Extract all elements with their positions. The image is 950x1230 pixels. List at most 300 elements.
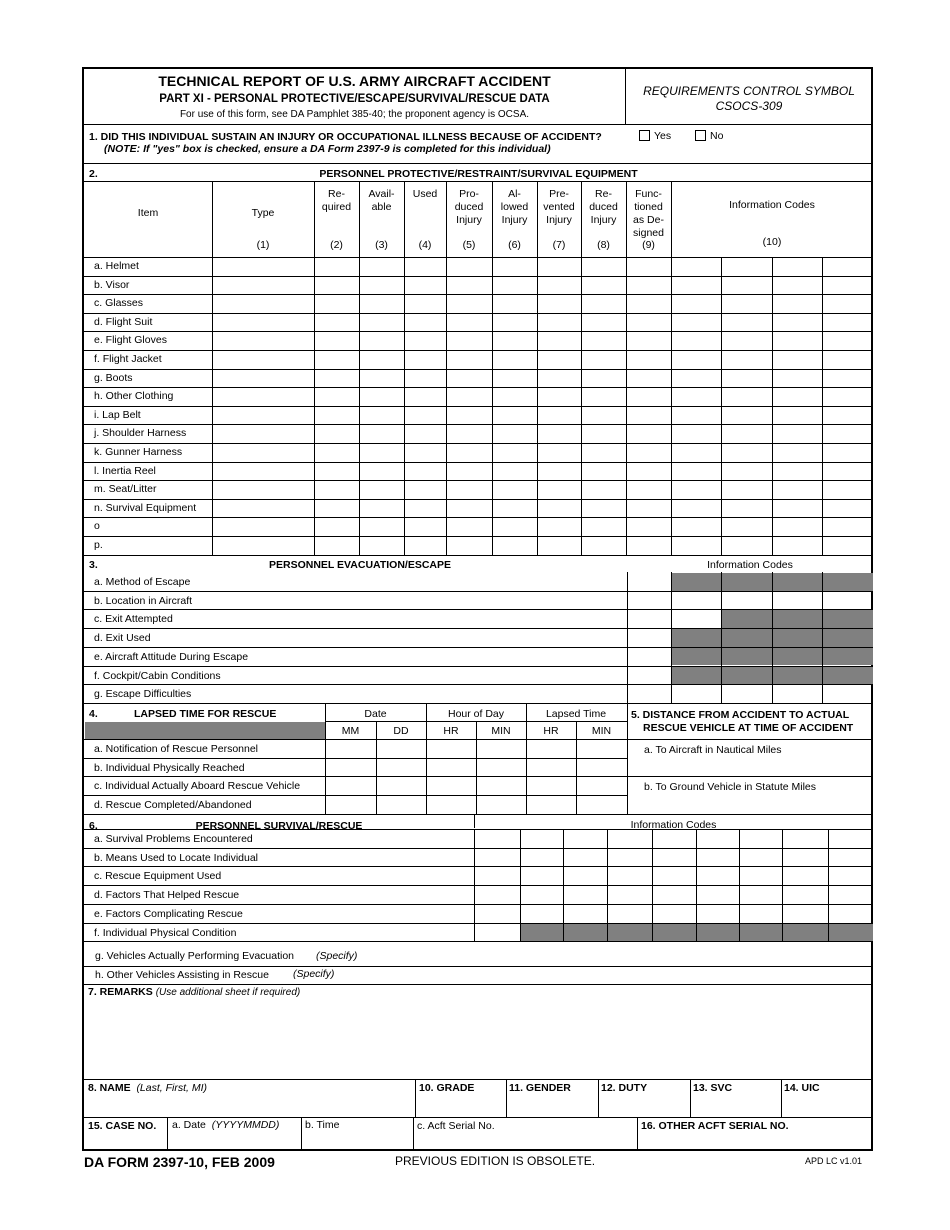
s2-row-6-cell-10[interactable] (671, 369, 721, 388)
s2-row-6-cell-12[interactable] (772, 369, 822, 388)
name-field[interactable] (84, 1079, 415, 1117)
s6-row-2-code-4[interactable] (607, 866, 652, 885)
s6-row-4-code-2[interactable] (520, 904, 563, 923)
s2-row-14-cell-11[interactable] (721, 517, 772, 536)
s2-row-10-cell-11[interactable] (721, 443, 772, 462)
s4-row-0-cell-4[interactable] (526, 739, 576, 758)
s2-row-0-cell-13[interactable] (822, 257, 873, 276)
s4-row-2-cell-3[interactable] (476, 776, 526, 795)
s2-row-8-cell-9[interactable] (626, 406, 671, 425)
s2-row-15-cell-7[interactable] (537, 536, 581, 555)
s2-row-0-cell-9[interactable] (626, 257, 671, 276)
s6-row-3-code-8[interactable] (782, 885, 828, 904)
s2-row-11-cell-7[interactable] (537, 462, 581, 481)
s6-row-0-code-7[interactable] (739, 829, 782, 848)
s6-row-0-code-1[interactable] (474, 829, 520, 848)
s6-row-0-code-3[interactable] (563, 829, 607, 848)
s2-row-8-cell-1[interactable] (212, 406, 314, 425)
s6-row-4-code-1[interactable] (474, 904, 520, 923)
s3-row-6-code-3[interactable] (721, 684, 772, 703)
s6-row-1-code-8[interactable] (782, 848, 828, 867)
s2-row-7-cell-1[interactable] (212, 387, 314, 406)
s6-row-2-field[interactable] (84, 866, 474, 885)
s6-row-2-code-5[interactable] (652, 866, 696, 885)
s2-row-1-cell-2[interactable] (314, 276, 359, 295)
s2-row-2-cell-7[interactable] (537, 294, 581, 313)
s2-row-13-cell-10[interactable] (671, 499, 721, 518)
s2-row-10-cell-4[interactable] (404, 443, 446, 462)
s2-row-0-cell-7[interactable] (537, 257, 581, 276)
s2-row-4-cell-12[interactable] (772, 331, 822, 350)
no-checkbox-box[interactable] (695, 130, 706, 141)
s2-row-1-cell-12[interactable] (772, 276, 822, 295)
s6-row-4-code-3[interactable] (563, 904, 607, 923)
s2-row-2-cell-6[interactable] (492, 294, 537, 313)
s2-row-15-cell-6[interactable] (492, 536, 537, 555)
s3-row-5-field[interactable] (84, 666, 627, 685)
s2-row-5-cell-6[interactable] (492, 350, 537, 369)
s2-row-5-cell-13[interactable] (822, 350, 873, 369)
s2-row-15-cell-12[interactable] (772, 536, 822, 555)
s2-row-11-cell-1[interactable] (212, 462, 314, 481)
s2-row-8-cell-8[interactable] (581, 406, 626, 425)
s2-row-9-cell-6[interactable] (492, 424, 537, 443)
s2-row-15-cell-10[interactable] (671, 536, 721, 555)
s2-row-5-cell-7[interactable] (537, 350, 581, 369)
s6-row-2-code-3[interactable] (563, 866, 607, 885)
s2-row-14-cell-9[interactable] (626, 517, 671, 536)
s2-row-3-cell-4[interactable] (404, 313, 446, 332)
s2-row-4-cell-5[interactable] (446, 331, 492, 350)
s6-row-1-field[interactable] (84, 848, 474, 867)
s2-row-10-cell-9[interactable] (626, 443, 671, 462)
s4-row-0-cell-2[interactable] (426, 739, 476, 758)
no-checkbox[interactable] (695, 130, 723, 142)
s6-row-4-code-9[interactable] (828, 904, 873, 923)
s6-row-2-code-2[interactable] (520, 866, 563, 885)
s2-row-14-cell-13[interactable] (822, 517, 873, 536)
s2-row-0-cell-11[interactable] (721, 257, 772, 276)
s2-row-0-cell-5[interactable] (446, 257, 492, 276)
s2-row-5-cell-8[interactable] (581, 350, 626, 369)
s4-row-1-cell-5[interactable] (576, 758, 627, 777)
s6-row-0-code-9[interactable] (828, 829, 873, 848)
s2-row-13-cell-12[interactable] (772, 499, 822, 518)
s3-row-5-code-1[interactable] (627, 666, 671, 685)
s2-row-9-cell-4[interactable] (404, 424, 446, 443)
s2-row-8-cell-11[interactable] (721, 406, 772, 425)
s2-row-15-cell-3[interactable] (359, 536, 404, 555)
s2-row-9-cell-1[interactable] (212, 424, 314, 443)
s2-row-9-cell-5[interactable] (446, 424, 492, 443)
s2-row-1-cell-10[interactable] (671, 276, 721, 295)
s2-row-14-cell-10[interactable] (671, 517, 721, 536)
s4-row-0-cell-5[interactable] (576, 739, 627, 758)
s4-row-0-cell-3[interactable] (476, 739, 526, 758)
duty-field[interactable] (598, 1079, 690, 1117)
s2-row-13-cell-9[interactable] (626, 499, 671, 518)
s2-row-4-cell-10[interactable] (671, 331, 721, 350)
s2-row-2-cell-11[interactable] (721, 294, 772, 313)
s2-row-7-cell-5[interactable] (446, 387, 492, 406)
s2-row-9-cell-11[interactable] (721, 424, 772, 443)
s3-row-2-field[interactable] (84, 609, 627, 628)
s2-row-11-cell-6[interactable] (492, 462, 537, 481)
s2-row-5-cell-12[interactable] (772, 350, 822, 369)
s3-row-3-code-1[interactable] (627, 628, 671, 647)
s6-h-field[interactable] (84, 966, 873, 984)
s6-row-3-code-5[interactable] (652, 885, 696, 904)
s2-row-12-cell-8[interactable] (581, 480, 626, 499)
s2-row-8-cell-6[interactable] (492, 406, 537, 425)
s2-row-4-cell-11[interactable] (721, 331, 772, 350)
s2-row-12-cell-3[interactable] (359, 480, 404, 499)
s2-row-3-cell-13[interactable] (822, 313, 873, 332)
s2-row-10-cell-7[interactable] (537, 443, 581, 462)
s6-row-5-code-1[interactable] (474, 923, 520, 942)
s2-row-7-cell-10[interactable] (671, 387, 721, 406)
s6-row-0-field[interactable] (84, 829, 474, 848)
s2-row-1-cell-11[interactable] (721, 276, 772, 295)
s2-row-2-cell-4[interactable] (404, 294, 446, 313)
s2-row-10-cell-13[interactable] (822, 443, 873, 462)
s6-row-1-code-3[interactable] (563, 848, 607, 867)
s2-row-13-cell-8[interactable] (581, 499, 626, 518)
s2-row-15-cell-11[interactable] (721, 536, 772, 555)
s2-row-1-cell-6[interactable] (492, 276, 537, 295)
s2-row-9-cell-12[interactable] (772, 424, 822, 443)
s4-row-3-cell-3[interactable] (476, 795, 526, 814)
s2-row-3-cell-5[interactable] (446, 313, 492, 332)
s2-row-14-cell-12[interactable] (772, 517, 822, 536)
s2-row-15-cell-4[interactable] (404, 536, 446, 555)
s2-row-11-cell-9[interactable] (626, 462, 671, 481)
s2-row-12-cell-11[interactable] (721, 480, 772, 499)
s2-row-14-cell-1[interactable] (212, 517, 314, 536)
s6-row-1-code-7[interactable] (739, 848, 782, 867)
s6-row-0-code-8[interactable] (782, 829, 828, 848)
s2-row-10-cell-2[interactable] (314, 443, 359, 462)
s2-row-0-cell-1[interactable] (212, 257, 314, 276)
s4-row-3-cell-2[interactable] (426, 795, 476, 814)
s6-row-4-code-4[interactable] (607, 904, 652, 923)
s6-row-1-code-6[interactable] (696, 848, 739, 867)
s5-ground-miles-field[interactable] (627, 776, 873, 814)
s2-row-3-cell-10[interactable] (671, 313, 721, 332)
s6-row-2-code-1[interactable] (474, 866, 520, 885)
s2-row-4-cell-6[interactable] (492, 331, 537, 350)
s4-row-1-cell-2[interactable] (426, 758, 476, 777)
other-acft-serial-field[interactable] (637, 1117, 873, 1151)
s2-row-7-cell-13[interactable] (822, 387, 873, 406)
s2-row-3-cell-11[interactable] (721, 313, 772, 332)
s2-row-8-cell-5[interactable] (446, 406, 492, 425)
s2-row-1-cell-1[interactable] (212, 276, 314, 295)
s6-row-3-code-2[interactable] (520, 885, 563, 904)
s2-row-7-cell-12[interactable] (772, 387, 822, 406)
s2-row-11-cell-3[interactable] (359, 462, 404, 481)
uic-field[interactable] (781, 1079, 873, 1117)
s2-row-6-cell-6[interactable] (492, 369, 537, 388)
s2-row-11-cell-8[interactable] (581, 462, 626, 481)
s2-row-0-cell-6[interactable] (492, 257, 537, 276)
s2-row-15-cell-5[interactable] (446, 536, 492, 555)
s2-row-2-cell-10[interactable] (671, 294, 721, 313)
s2-row-2-cell-2[interactable] (314, 294, 359, 313)
s2-row-10-cell-1[interactable] (212, 443, 314, 462)
s6-row-4-field[interactable] (84, 904, 474, 923)
s2-row-6-cell-1[interactable] (212, 369, 314, 388)
s2-row-2-cell-5[interactable] (446, 294, 492, 313)
s2-row-10-cell-12[interactable] (772, 443, 822, 462)
s2-row-15-cell-1[interactable] (212, 536, 314, 555)
s4-row-1-cell-4[interactable] (526, 758, 576, 777)
s2-row-6-cell-11[interactable] (721, 369, 772, 388)
s4-row-1-cell-3[interactable] (476, 758, 526, 777)
s2-row-14-cell-8[interactable] (581, 517, 626, 536)
s2-row-5-cell-3[interactable] (359, 350, 404, 369)
remarks-field[interactable] (84, 999, 873, 1079)
s2-row-2-cell-1[interactable] (212, 294, 314, 313)
s2-row-4-cell-1[interactable] (212, 331, 314, 350)
s2-row-6-cell-8[interactable] (581, 369, 626, 388)
s2-row-10-cell-5[interactable] (446, 443, 492, 462)
s4-row-3-cell-0[interactable] (325, 795, 376, 814)
s4-row-2-cell-5[interactable] (576, 776, 627, 795)
s2-row-12-cell-10[interactable] (671, 480, 721, 499)
s3-row-0-code-1[interactable] (627, 572, 671, 591)
s2-row-8-cell-7[interactable] (537, 406, 581, 425)
s2-row-5-cell-5[interactable] (446, 350, 492, 369)
s6-row-3-code-4[interactable] (607, 885, 652, 904)
s2-row-2-cell-3[interactable] (359, 294, 404, 313)
s2-row-7-cell-4[interactable] (404, 387, 446, 406)
s2-row-15-cell-2[interactable] (314, 536, 359, 555)
s2-row-11-cell-4[interactable] (404, 462, 446, 481)
s6-row-2-code-8[interactable] (782, 866, 828, 885)
s2-row-13-cell-2[interactable] (314, 499, 359, 518)
s2-row-6-cell-13[interactable] (822, 369, 873, 388)
s2-row-8-cell-12[interactable] (772, 406, 822, 425)
s2-row-9-cell-8[interactable] (581, 424, 626, 443)
s4-row-2-cell-4[interactable] (526, 776, 576, 795)
s2-row-3-cell-7[interactable] (537, 313, 581, 332)
s3-row-2-code-2[interactable] (671, 609, 721, 628)
s2-row-9-cell-7[interactable] (537, 424, 581, 443)
s2-row-0-cell-3[interactable] (359, 257, 404, 276)
s6-row-1-code-5[interactable] (652, 848, 696, 867)
s2-row-5-cell-1[interactable] (212, 350, 314, 369)
s2-row-3-cell-8[interactable] (581, 313, 626, 332)
s3-row-1-code-3[interactable] (721, 591, 772, 610)
time-field[interactable] (301, 1117, 413, 1151)
s2-row-4-cell-9[interactable] (626, 331, 671, 350)
s2-row-8-cell-4[interactable] (404, 406, 446, 425)
s6-row-2-code-9[interactable] (828, 866, 873, 885)
s3-row-4-code-1[interactable] (627, 647, 671, 666)
s2-row-11-cell-13[interactable] (822, 462, 873, 481)
s2-row-2-cell-12[interactable] (772, 294, 822, 313)
s2-row-4-cell-7[interactable] (537, 331, 581, 350)
s2-row-12-cell-12[interactable] (772, 480, 822, 499)
s2-row-9-cell-3[interactable] (359, 424, 404, 443)
s2-row-7-cell-9[interactable] (626, 387, 671, 406)
s6-row-2-code-7[interactable] (739, 866, 782, 885)
s2-row-10-cell-8[interactable] (581, 443, 626, 462)
s2-row-13-cell-6[interactable] (492, 499, 537, 518)
svc-field[interactable] (690, 1079, 781, 1117)
s2-row-12-cell-13[interactable] (822, 480, 873, 499)
s6-row-2-code-6[interactable] (696, 866, 739, 885)
date-field[interactable] (167, 1117, 301, 1151)
s6-g-field[interactable] (84, 948, 873, 966)
s2-row-7-cell-11[interactable] (721, 387, 772, 406)
s6-row-1-code-9[interactable] (828, 848, 873, 867)
s2-row-13-cell-11[interactable] (721, 499, 772, 518)
s2-row-12-cell-4[interactable] (404, 480, 446, 499)
s2-row-13-cell-13[interactable] (822, 499, 873, 518)
s4-row-1-cell-0[interactable] (325, 758, 376, 777)
s2-row-7-cell-8[interactable] (581, 387, 626, 406)
s2-row-3-cell-6[interactable] (492, 313, 537, 332)
s3-row-1-code-1[interactable] (627, 591, 671, 610)
s2-row-2-cell-13[interactable] (822, 294, 873, 313)
s4-row-0-cell-0[interactable] (325, 739, 376, 758)
s2-row-6-cell-9[interactable] (626, 369, 671, 388)
s2-row-6-cell-2[interactable] (314, 369, 359, 388)
s2-row-0-cell-12[interactable] (772, 257, 822, 276)
s6-row-3-code-9[interactable] (828, 885, 873, 904)
s2-row-12-cell-9[interactable] (626, 480, 671, 499)
s2-row-1-cell-3[interactable] (359, 276, 404, 295)
s2-row-1-cell-13[interactable] (822, 276, 873, 295)
s2-row-1-cell-5[interactable] (446, 276, 492, 295)
s3-row-1-code-5[interactable] (822, 591, 873, 610)
gender-field[interactable] (506, 1079, 598, 1117)
s2-row-3-cell-3[interactable] (359, 313, 404, 332)
s6-row-3-code-1[interactable] (474, 885, 520, 904)
s6-row-4-code-8[interactable] (782, 904, 828, 923)
s2-row-14-cell-3[interactable] (359, 517, 404, 536)
s2-row-1-cell-7[interactable] (537, 276, 581, 295)
s2-row-13-cell-4[interactable] (404, 499, 446, 518)
s2-row-1-cell-9[interactable] (626, 276, 671, 295)
s2-row-0-cell-2[interactable] (314, 257, 359, 276)
s4-row-3-cell-1[interactable] (376, 795, 426, 814)
s2-row-0-cell-4[interactable] (404, 257, 446, 276)
s4-row-2-cell-2[interactable] (426, 776, 476, 795)
s2-row-5-cell-9[interactable] (626, 350, 671, 369)
s2-row-3-cell-1[interactable] (212, 313, 314, 332)
s2-row-7-cell-2[interactable] (314, 387, 359, 406)
s2-row-15-cell-9[interactable] (626, 536, 671, 555)
s6-row-1-code-2[interactable] (520, 848, 563, 867)
s4-row-3-cell-4[interactable] (526, 795, 576, 814)
s6-row-4-code-7[interactable] (739, 904, 782, 923)
s6-row-4-code-5[interactable] (652, 904, 696, 923)
s2-row-15-cell-8[interactable] (581, 536, 626, 555)
s3-row-1-code-2[interactable] (671, 591, 721, 610)
s2-row-13-cell-7[interactable] (537, 499, 581, 518)
s2-row-11-cell-11[interactable] (721, 462, 772, 481)
s2-row-5-cell-10[interactable] (671, 350, 721, 369)
s5-aircraft-miles-field[interactable] (627, 739, 873, 776)
s2-row-7-cell-6[interactable] (492, 387, 537, 406)
s2-row-5-cell-2[interactable] (314, 350, 359, 369)
s2-row-12-cell-1[interactable] (212, 480, 314, 499)
s3-row-2-code-1[interactable] (627, 609, 671, 628)
s2-row-9-cell-2[interactable] (314, 424, 359, 443)
acft-serial-field[interactable] (413, 1117, 637, 1151)
s2-row-11-cell-2[interactable] (314, 462, 359, 481)
s3-row-6-code-2[interactable] (671, 684, 721, 703)
s2-row-8-cell-2[interactable] (314, 406, 359, 425)
s2-row-14-cell-5[interactable] (446, 517, 492, 536)
s6-row-3-code-7[interactable] (739, 885, 782, 904)
s3-row-1-code-4[interactable] (772, 591, 822, 610)
s6-row-0-code-4[interactable] (607, 829, 652, 848)
s2-row-10-cell-6[interactable] (492, 443, 537, 462)
s2-row-5-cell-4[interactable] (404, 350, 446, 369)
s2-row-0-cell-8[interactable] (581, 257, 626, 276)
s6-row-3-code-3[interactable] (563, 885, 607, 904)
s3-row-1-field[interactable] (84, 591, 627, 610)
s2-row-8-cell-13[interactable] (822, 406, 873, 425)
s2-row-10-cell-10[interactable] (671, 443, 721, 462)
s4-row-2-cell-1[interactable] (376, 776, 426, 795)
s2-row-13-cell-3[interactable] (359, 499, 404, 518)
s2-row-7-cell-3[interactable] (359, 387, 404, 406)
s2-row-12-cell-5[interactable] (446, 480, 492, 499)
s2-row-6-cell-3[interactable] (359, 369, 404, 388)
s2-row-14-cell-7[interactable] (537, 517, 581, 536)
s2-row-5-cell-11[interactable] (721, 350, 772, 369)
s6-row-1-code-1[interactable] (474, 848, 520, 867)
grade-field[interactable] (415, 1079, 506, 1117)
s2-row-1-cell-8[interactable] (581, 276, 626, 295)
s6-row-5-field[interactable] (84, 923, 474, 942)
s2-row-12-cell-2[interactable] (314, 480, 359, 499)
s2-row-10-cell-3[interactable] (359, 443, 404, 462)
s2-row-3-cell-9[interactable] (626, 313, 671, 332)
s2-row-4-cell-13[interactable] (822, 331, 873, 350)
s2-row-12-cell-6[interactable] (492, 480, 537, 499)
s3-row-6-code-5[interactable] (822, 684, 873, 703)
s4-row-1-cell-1[interactable] (376, 758, 426, 777)
s2-row-4-cell-8[interactable] (581, 331, 626, 350)
s2-row-9-cell-13[interactable] (822, 424, 873, 443)
s3-row-3-field[interactable] (84, 628, 627, 647)
s2-row-9-cell-9[interactable] (626, 424, 671, 443)
s4-row-0-cell-1[interactable] (376, 739, 426, 758)
s4-row-3-cell-5[interactable] (576, 795, 627, 814)
s2-row-13-cell-1[interactable] (212, 499, 314, 518)
s2-row-2-cell-8[interactable] (581, 294, 626, 313)
s3-row-6-code-1[interactable] (627, 684, 671, 703)
s2-row-6-cell-5[interactable] (446, 369, 492, 388)
s2-row-4-cell-2[interactable] (314, 331, 359, 350)
s2-row-1-cell-4[interactable] (404, 276, 446, 295)
s2-row-4-cell-4[interactable] (404, 331, 446, 350)
s2-row-11-cell-10[interactable] (671, 462, 721, 481)
s2-row-14-cell-6[interactable] (492, 517, 537, 536)
s2-row-11-cell-5[interactable] (446, 462, 492, 481)
s2-row-14-cell-4[interactable] (404, 517, 446, 536)
s2-row-4-cell-3[interactable] (359, 331, 404, 350)
s2-row-2-cell-9[interactable] (626, 294, 671, 313)
s6-row-0-code-6[interactable] (696, 829, 739, 848)
s6-row-0-code-5[interactable] (652, 829, 696, 848)
